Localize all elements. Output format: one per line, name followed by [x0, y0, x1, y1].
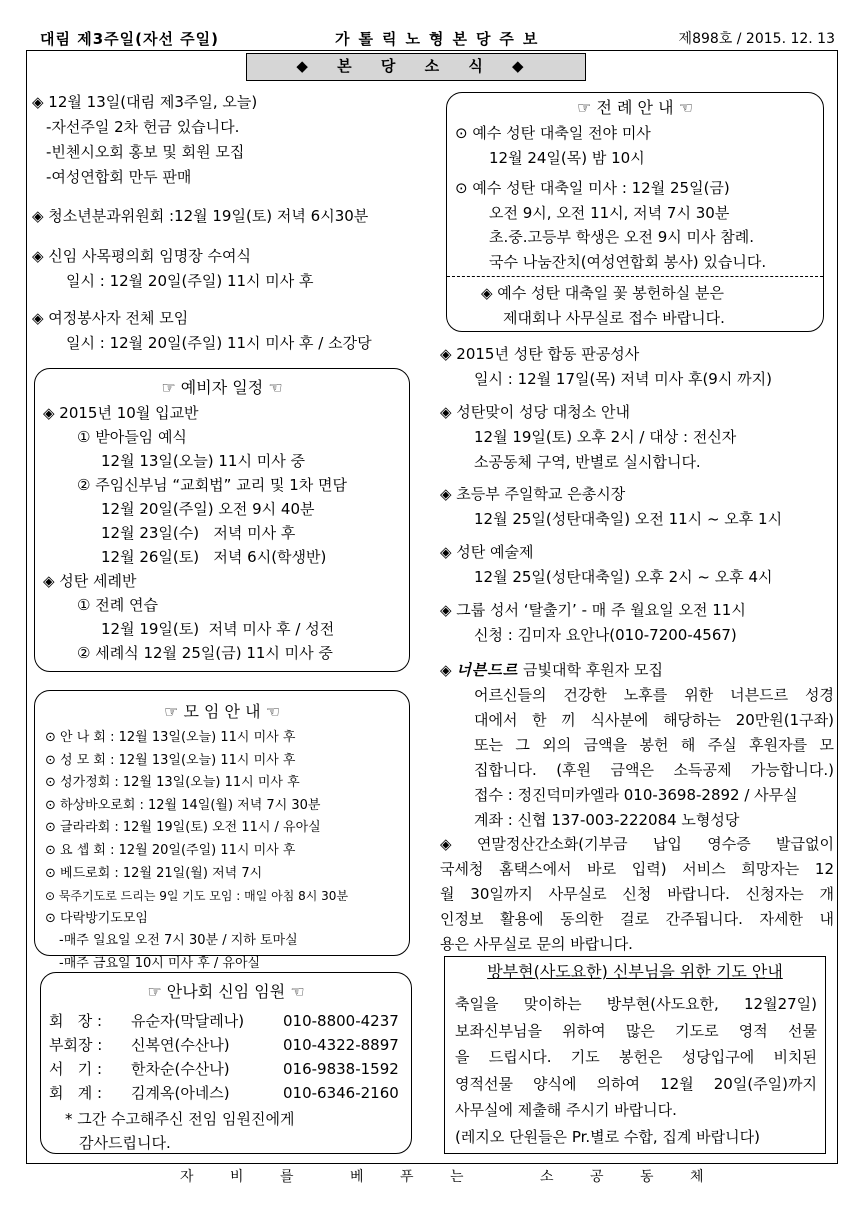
parish-news-banner: ◆ 본 당 소 식 ◆ [246, 53, 586, 81]
meeting-item: ⊙ 묵주기도로 드리는 9일 기도 모임 : 매일 아침 8시 30분 [45, 889, 349, 904]
anna-officers-title: ☞ 안나회 신임 임원 ☜ [147, 982, 305, 1001]
notice-dec13: ◈ 12월 13일(대림 제3주일, 오늘) -자선주일 2차 헌금 있습니다. -빈첸시오회 홍보 및 회원 모집 -여성연합회 만두 판매 [32, 93, 258, 186]
meeting-item: ⊙ 베드로회 : 12월 21일(월) 저녁 7시 [45, 865, 263, 881]
officer-row: 서 기 : 한차순(수산나) 016-9838-1592 [49, 1060, 399, 1078]
liturgical-day: 대림 제3주일(자선 주일) [40, 30, 220, 48]
meeting-item: ⊙ 안 나 회 : 12월 13일(오늘) 11시 미사 후 [45, 730, 296, 745]
header [40, 22, 835, 50]
catechumen-title: ☞ 예비자 일정 ☜ [161, 378, 283, 397]
dashed-divider [447, 276, 823, 277]
meeting-item: ⊙ 글라라회 : 12월 19일(토) 오전 11시 / 유아실 [45, 820, 321, 836]
meeting-item: ⊙ 성 모 회 : 12월 13일(오늘) 11시 미사 후 [45, 752, 296, 768]
notice-youth: ◈ 청소년분과위원회 :12월 19일(토) 저녁 6시30분 [32, 207, 369, 225]
meeting-item: ⊙ 요 셉 회 : 12월 20일(주일) 11시 미사 후 [45, 842, 296, 858]
sponsor-brand: 너븐드르 [456, 661, 519, 679]
officer-row: 회 계 : 김계옥(아네스) 010-6346-2160 [49, 1084, 399, 1102]
officer-row: 부회장 : 신복연(수산나) 010-4322-8897 [49, 1036, 399, 1054]
notice-market: ◈ 초등부 주일학교 은총시장 12월 25일(성탄대축일) 오전 11시 ~ 오후 1시 [440, 485, 783, 528]
prayer-box: 방부현(사도요한) 신부님을 위한 기도 안내 축일을 맞이하는 방부현(사도요한, 12월27일) 보좌신부님을 위하여 많은 기도로 영적 선물 을 드립시다. 기도 봉헌은 성당입구에 비치된 영적선물 양식에 의하여 12월 20일(주일)까지 사무실에 제출해 주시기 바랍니다. (레지오 단원들은 Pr.별로 수합, 집계 바랍니다) [444, 956, 826, 1154]
bulletin-title: 가톨릭노형본당주보 [335, 30, 547, 48]
meeting-item: ⊙ 성가정회 : 12월 13일(오늘) 11시 미사 후 [45, 775, 300, 791]
notice-sponsor: ◈ 너븐드르 금빛대학 후원자 모집 어르신들의 건강한 노후를 위한 너븐드르 성경 대에서 한 끼 식사분에 해당하는 20만원(1구좌) 또는 그 외의 금액을 봉헌 해 주실 후원자를 모 집합니다. (후원 금액은 소득공제 가능합니다.) 접수 : 정진덕미카엘라 010-3698-2892 / 사무실 계좌 : 신협 137-003-222084 노형성당 [440, 661, 834, 829]
meetings-title: ☞ 모 임 안 내 ☜ [164, 702, 280, 721]
notice-volunteers: ◈ 여정봉사자 전체 모임 일시 : 12월 20일(주일) 11시 미사 후 / 소강당 [32, 309, 372, 352]
notice-council: ◈ 신임 사목평의회 임명장 수여식 일시 : 12월 20일(주일) 11시 미사 후 [32, 247, 314, 290]
officer-row: 회 장 : 유순자(막달레나) 010-8800-4237 [49, 1012, 399, 1030]
catechumen-box: ☞ 예비자 일정 ☜ ◈ 2015년 10월 입교반 ① 받아들임 예식 12월 13일(오늘) 11시 미사 중 ② 주임신부님 “교회법” 교리 및 1차 면담 12월 20일(주일) 오전 9시 40분 12월 23일(수) 저녁 미사 후 12월 26일(토) 저녁 6시(학생반) ◈ 성탄 세례반 ① 전례 연습 12월 19일(토) 저녁 미사 후 / 성전 ② 세례식 12월 25일(금) 11시 미사 중 [34, 368, 410, 672]
notice-arts: ◈ 성탄 예술제 12월 25일(성탄대축일) 오후 2시 ~ 오후 4시 [440, 543, 773, 586]
meeting-item: ⊙ 하상바오로회 : 12월 14일(월) 저녁 7시 30분 [45, 797, 321, 813]
issue-date: 제898호 / 2015. 12. 13 [678, 31, 835, 47]
anna-officers-box: ☞ 안나회 신임 임원 ☜ 회 장 : 유순자(막달레나) 010-8800-4237 부회장 : 신복연(수산나) 010-4322-8897 서 기 : 한차순(수산나) 016-9838-1592 회 계 : 김계옥(아네스) 010-6346-2160 * 그간 수고해주신 전임 임원진에게 감사드립니다. [40, 972, 412, 1154]
notice-cleaning: ◈ 성탄맞이 성당 대청소 안내 12월 19일(토) 오후 2시 / 대상 : 전신자 소공동체 구역, 반별로 실시합니다. [440, 403, 737, 471]
liturgy-box: ☞ 전 례 안 내 ☜ ⊙ 예수 성탄 대축일 전야 미사 12월 24일(목) 밤 10시 ⊙ 예수 성탄 대축일 미사 : 12월 25일(금) 오전 9시, 오전 11시, 저녁 7시 30분 초.중.고등부 학생은 오전 9시 미사 참례. 국수 나눔잔치(여성연합회 봉사) 있습니다. ◈ 예수 성탄 대축일 꽃 봉헌하실 분은 제대회나 사무실로 접수 바랍니다. [446, 92, 824, 332]
notice-bible-study: ◈ 그룹 성서 ‘탈출기’ - 매 주 월요일 오전 11시 신청 : 김미자 요안나(010-7200-4567) [440, 601, 746, 644]
meeting-item: ⊙ 다락방기도모임 [45, 910, 148, 926]
meetings-box: ☞ 모 임 안 내 ☜ ⊙ 안 나 회 : 12월 13일(오늘) 11시 미사 후 ⊙ 성 모 회 : 12월 13일(오늘) 11시 미사 후 ⊙ 성가정회 : 12월 13일(오늘) 11시 미사 후 ⊙ 하상바오로회 : 12월 14일(월) 저녁 7시 30분 ⊙ 글라라회 : 12월 19일(토) 오전 11시 / 유아실 ⊙ 요 셉 회 : 12월 20일(주일) 11시 미사 후 ⊙ 베드로회 : 12월 21일(월) 저녁 7시 ⊙ 묵주기도로 드리는 9일 기도 모임 : 매일 아침 8시 30분 ⊙ 다락방기도모임 -매주 일요일 오전 7시 30분 / 지하 토마실 -매주 금요일 10시 미사 후 / 유아실 [34, 690, 410, 956]
liturgy-title: ☞ 전 례 안 내 ☜ [577, 98, 693, 117]
prayer-title: 방부현(사도요한) 신부님을 위한 기도 안내 [487, 962, 783, 981]
notice-confession: ◈ 2015년 성탄 합동 판공성사 일시 : 12월 17일(목) 저녁 미사 후(9시 까지) [440, 345, 772, 388]
notice-tax: ◈ 연말정산간소화(기부금 납입 영수증 발급없이 국세청 홈택스에서 바로 입력) 서비스 희망자는 12 월 30일까지 사무실로 신청 바랍니다. 신청자는 개 인정보 활용에 동의한 걸로 간주됩니다. 자세한 내 용은 사무실로 문의 바랍니다. [440, 835, 834, 953]
